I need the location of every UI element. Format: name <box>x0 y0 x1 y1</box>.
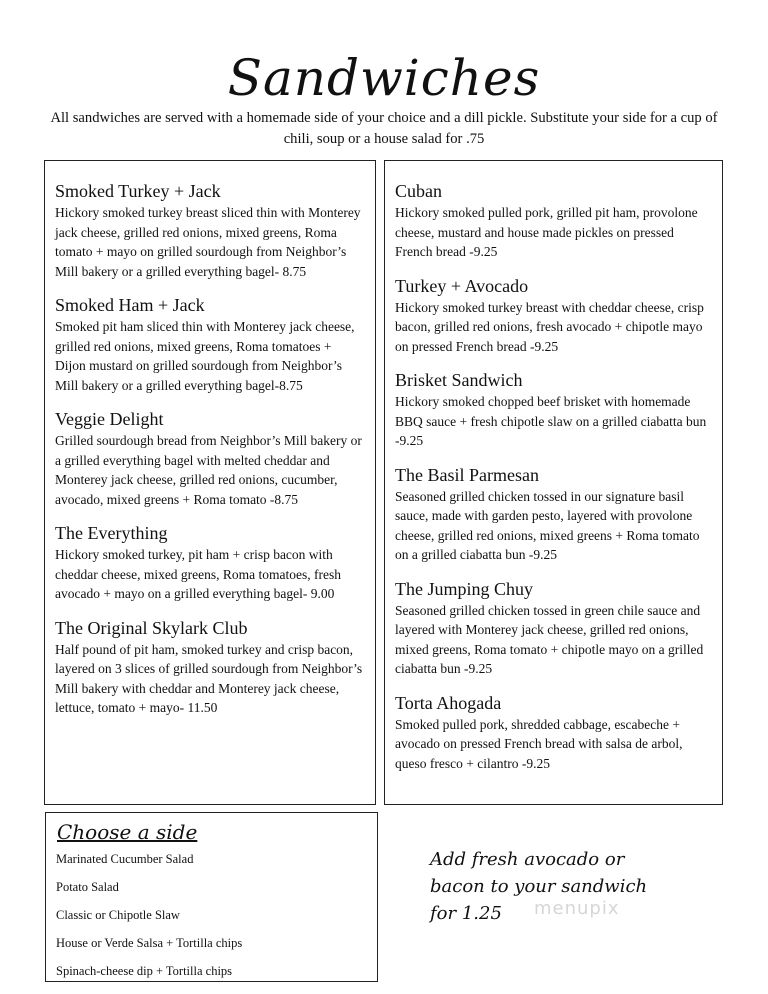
menu-item-description: Hickory smoked turkey, pit ham + crisp bacon with cheddar cheese, mixed greens, Roma tomatoes, fresh avocado + mayo on a grilled everything bagel- 9.00 <box>55 547 342 601</box>
menu-item-name: Turkey + Avocado <box>395 275 529 296</box>
menu-item-name: Brisket Sandwich <box>395 370 523 390</box>
menu-item-name: The Basil Parmesan <box>395 464 539 485</box>
menu-item <box>395 179 712 262</box>
menu-item-name: The Jumping Chuy <box>395 578 533 599</box>
menu-column-right <box>384 160 723 805</box>
menu-item <box>395 463 712 565</box>
addon-line: bacon to your sandwich <box>430 876 648 897</box>
menu-item-description: Smoked pulled pork, shredded cabbage, escabeche + avocado on pressed French bread with salsa de arbol, queso fresco + cilantro -9.25 <box>395 716 683 771</box>
intro-text: All sandwiches are served with a homemade side of your choice and a dill pickle. Substitute your side for a cup of chili, soup or a house salad for .75 <box>50 110 718 147</box>
menu-item-name: Veggie Delight <box>55 409 164 429</box>
menu-item-name: Smoked Turkey + Jack <box>55 181 221 201</box>
side-item: Marinated Cucumber Salad <box>56 852 194 866</box>
menu-item <box>55 616 365 718</box>
side-item: Classic or Chipotle Slaw <box>56 908 180 922</box>
menu-item-name: Torta Ahogada <box>395 692 502 713</box>
menu-item-description: Hickory smoked chopped beef brisket with homemade BBQ sauce + fresh chipotle slaw on a grilled ciabatta bun -9.25 <box>395 394 707 448</box>
menu-item <box>395 274 712 357</box>
menu-item-name: The Everything <box>55 523 168 543</box>
menu-item-name: Cuban <box>395 181 442 201</box>
watermark: menupix <box>534 898 620 919</box>
side-item: Potato Salad <box>56 880 119 894</box>
menu-item-description: Hickory smoked turkey breast sliced thin with Monterey jack cheese, grilled red onions, mixed greens, Roma tomato + mayo on grilled sourdough from Neighbor’s Mill bakery or a grilled everything bagel- 8.75 <box>55 205 361 279</box>
menu-item-description: Seasoned grilled chicken tossed in green chile sauce and layered with Monterey jack cheese, grilled red onions, mixed greens, Roma tomato + chipotle mayo on a grilled ciabatta bun -9.25 <box>395 602 704 676</box>
menu-column-left <box>44 160 376 805</box>
menu-item <box>55 407 365 509</box>
menu-item-name: The Original Skylark Club <box>55 617 248 638</box>
menu-item <box>395 577 712 679</box>
menu-item <box>55 521 365 604</box>
sides-title: Choose a side <box>57 820 198 844</box>
side-item: Spinach-cheese dip + Tortilla chips <box>56 964 233 978</box>
menu-item-name: Smoked Ham + Jack <box>55 295 205 315</box>
menu-item <box>55 293 365 395</box>
menu-item-description: Seasoned grilled chicken tossed in our signature basil sauce, made with garden pesto, layered with provolone cheese, grilled red onions, mixed greens + Roma tomato on a grilled ciabatta bun -9.25 <box>395 488 700 562</box>
menu-item <box>395 691 712 774</box>
menu-item <box>395 368 712 451</box>
addon-line: Add fresh avocado or <box>430 849 625 870</box>
side-item: House or Verde Salsa + Tortilla chips <box>56 936 243 950</box>
page-title: Sandwiches <box>227 49 541 107</box>
menu-item-description: Grilled sourdough bread from Neighbor’s Mill bakery or a grilled everything bagel with melted cheddar and Monterey jack cheese, grilled red onions, cucumber, avocado, mixed greens + Roma tomato -8.75 <box>55 433 362 507</box>
menu-item <box>55 179 365 281</box>
sides-box <box>45 812 378 982</box>
addon-line: for 1.25 <box>430 903 502 924</box>
menu-item-description: Smoked pit ham sliced thin with Monterey jack cheese, grilled red onions, mixed greens, Roma tomatoes + Dijon mustard on grilled sourdough from Neighbor’s Mill bakery or a grilled everything bagel-8.75 <box>55 319 355 393</box>
menu-item-description: Half pound of pit ham, smoked turkey and crisp bacon, layered on 3 slices of grilled sourdough from Neighbor’s Mill bakery with cheddar and Monterey jack cheese, lettuce, tomato + mayo- 11.50 <box>55 641 363 715</box>
menu-item-description: Hickory smoked pulled pork, grilled pit ham, provolone cheese, mustard and house made pickles on pressed French bread -9.25 <box>395 205 698 259</box>
menu-item-description: Hickory smoked turkey breast with cheddar cheese, crisp bacon, grilled red onions, fresh avocado + chipotle mayo on pressed French bread -9.25 <box>395 299 704 354</box>
